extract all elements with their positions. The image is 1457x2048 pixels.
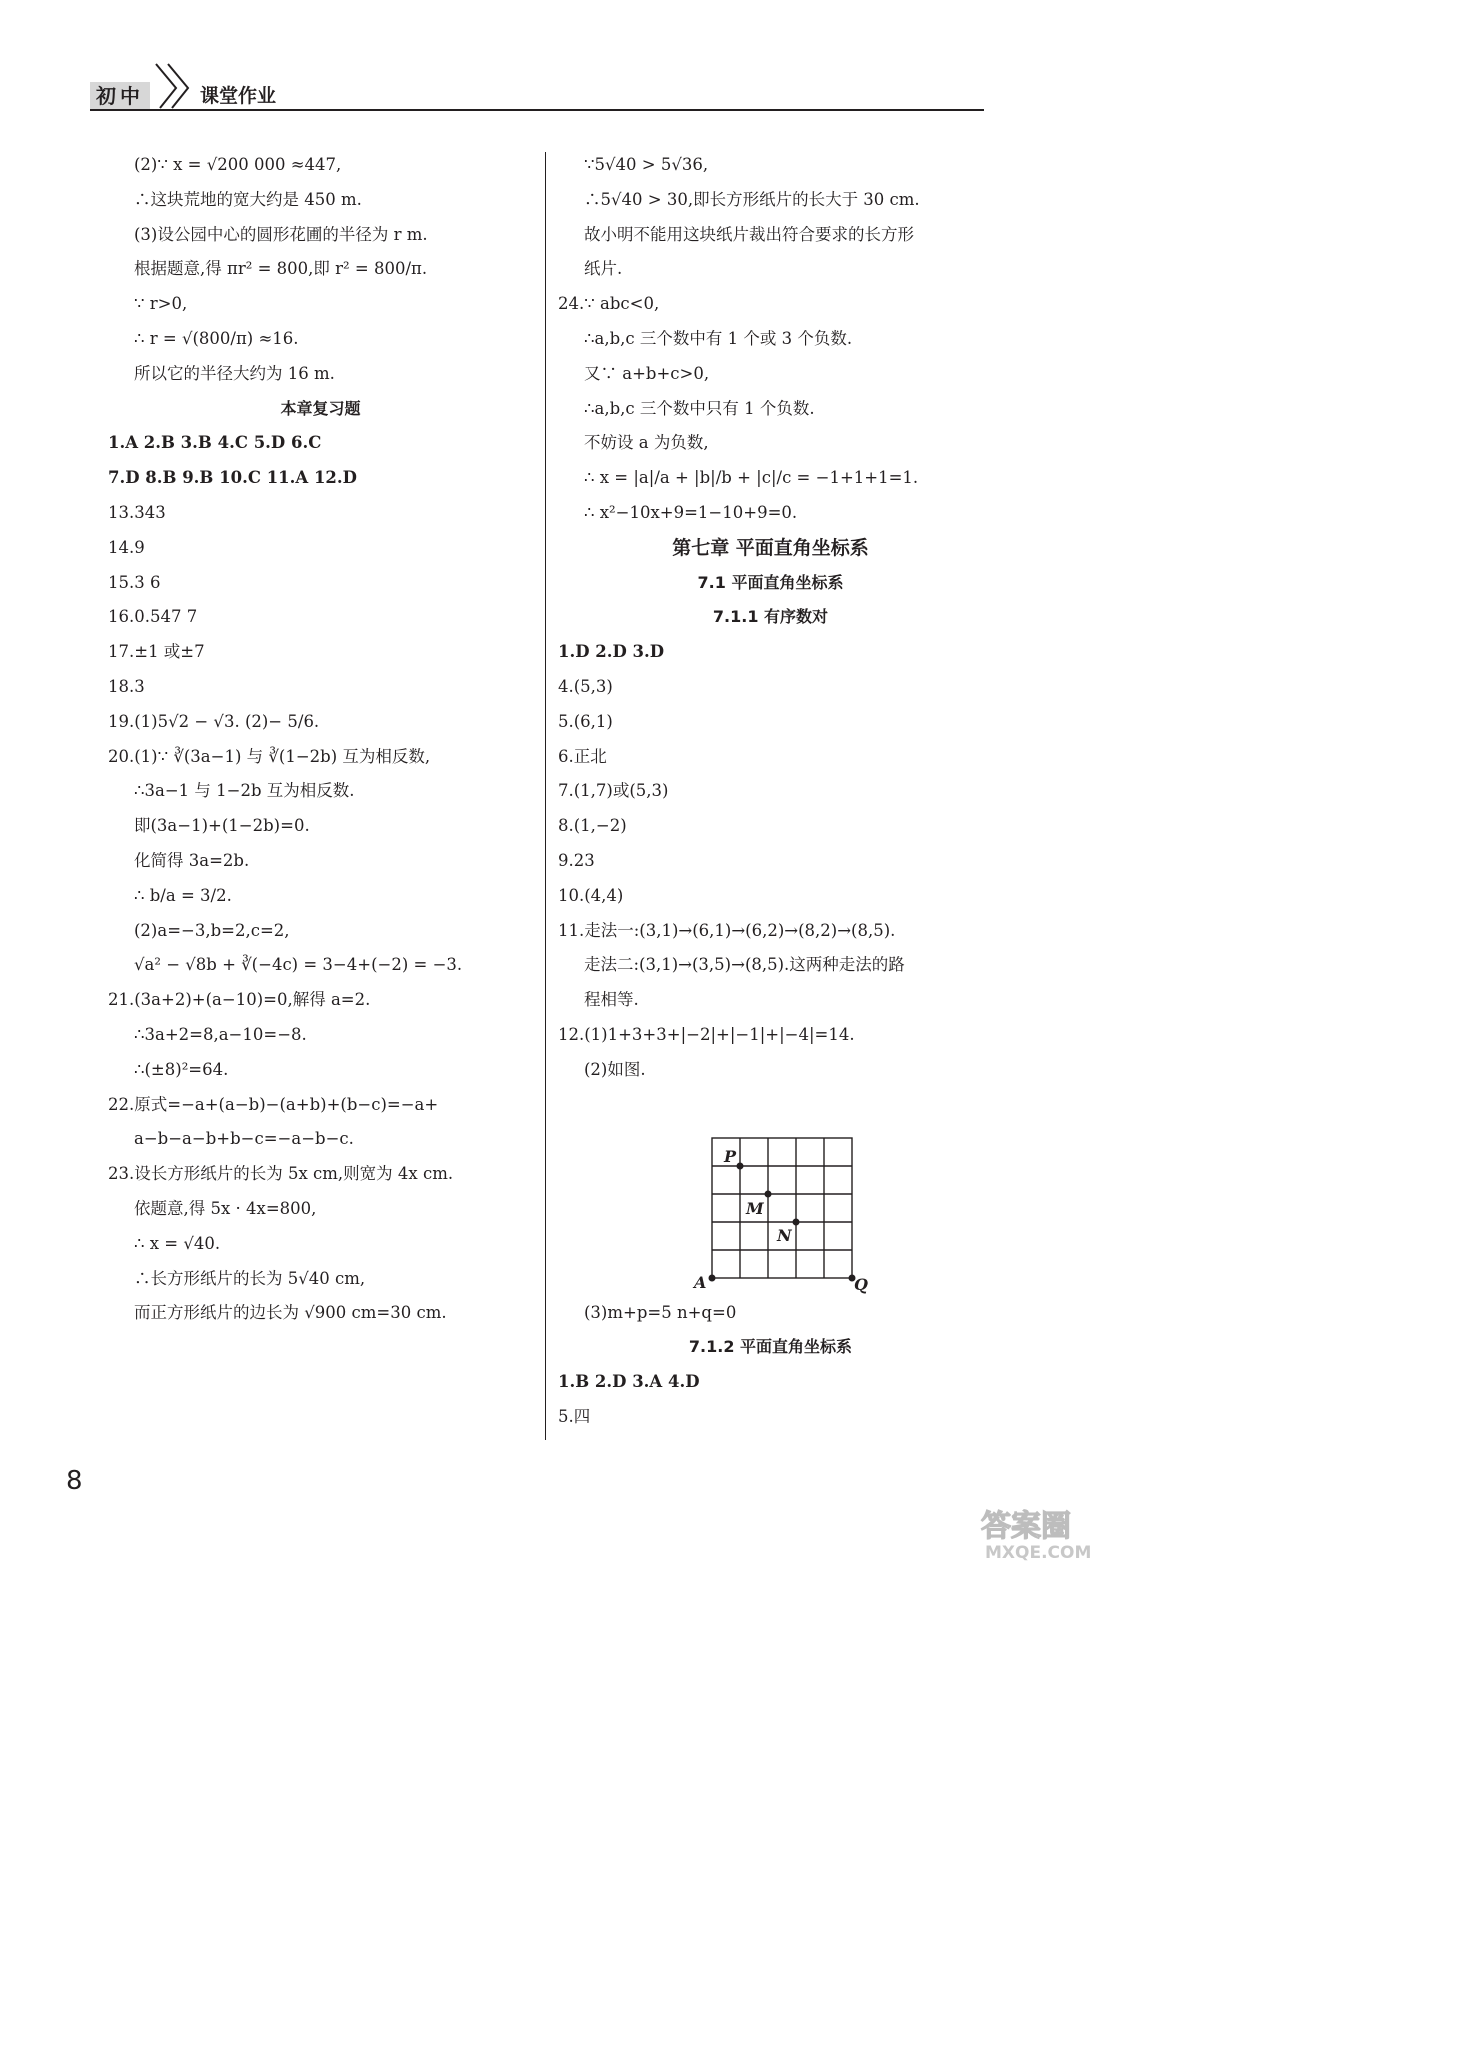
answer-line: 而正方形纸片的边长为 √900 cm=30 cm. xyxy=(134,1303,447,1323)
label-n: N xyxy=(777,1226,792,1245)
answer-line: ∴(±8)²=64. xyxy=(134,1059,229,1079)
answer-line: 1.B 2.D 3.A 4.D xyxy=(558,1372,700,1392)
answer-line: 纸片. xyxy=(584,259,623,279)
answer-line: ∴5√40 > 30,即长方形纸片的长大于 30 cm. xyxy=(584,189,920,209)
answer-line: 不妨设 a 为负数, xyxy=(584,433,709,453)
svg-text:MXQE.COM: MXQE.COM xyxy=(985,1543,1092,1562)
answer-line: ∴a,b,c 三个数中有 1 个或 3 个负数. xyxy=(584,328,853,348)
answer-line: 13.343 xyxy=(108,502,166,522)
answer-line: ∴a,b,c 三个数中只有 1 个负数. xyxy=(584,398,815,418)
answer-line: 故小明不能用这块纸片裁出符合要求的长方形 xyxy=(584,224,914,244)
answer-line: 9.23 xyxy=(558,850,595,870)
answer-line: (2)如图. xyxy=(584,1059,646,1079)
header-rule xyxy=(90,109,984,111)
answer-line: 5.四 xyxy=(558,1406,591,1426)
answer-line: 1.D 2.D 3.D xyxy=(558,642,665,662)
label-a: A xyxy=(694,1273,707,1292)
answer-line: ∵ r>0, xyxy=(134,294,188,314)
column-divider xyxy=(545,152,546,1440)
answer-line: ∵5√40 > 5√36, xyxy=(584,155,709,174)
answer-line: a−b−a−b+b−c=−a−b−c. xyxy=(134,1129,354,1149)
answer-line: 21.(3a+2)+(a−10)=0,解得 a=2. xyxy=(108,990,371,1010)
section-heading: 本章复习题 xyxy=(280,398,361,418)
answer-line: 24.∵ abc<0, xyxy=(558,294,660,314)
label-m: M xyxy=(746,1199,764,1218)
answer-line: 所以它的半径大约为 16 m. xyxy=(134,363,335,383)
answer-line: 15.3 6 xyxy=(108,572,161,592)
answer-line: 4.(5,3) xyxy=(558,676,613,696)
answer-line: ∴ r = √(800/π) ≈16. xyxy=(134,328,299,348)
point-p xyxy=(737,1163,744,1170)
page-number: 8 xyxy=(66,1466,83,1496)
answer-line: 7.D 8.B 9.B 10.C 11.A 12.D xyxy=(108,468,357,488)
answer-line: 1.A 2.B 3.B 4.C 5.D 6.C xyxy=(108,433,322,453)
answer-line: ∴ b/a = 3/2. xyxy=(134,885,232,905)
answer-line: (2)a=−3,b=2,c=2, xyxy=(134,920,290,940)
answer-line: 12.(1)1+3+3+|−2|+|−1|+|−4|=14. xyxy=(558,1024,855,1044)
answer-line: 7.(1,7)或(5,3) xyxy=(558,781,669,801)
chapter-heading: 第七章 平面直角坐标系 xyxy=(672,536,869,559)
answer-line: 23.设长方形纸片的长为 5x cm,则宽为 4x cm. xyxy=(108,1164,454,1184)
point-n xyxy=(793,1219,800,1226)
series-title: 课堂作业 xyxy=(200,85,277,107)
label-q: Q xyxy=(854,1275,868,1294)
answer-line: 16.0.547 7 xyxy=(108,607,198,627)
point-m xyxy=(765,1191,772,1198)
answer-line: 20.(1)∵ ∛(3a−1) 与 ∛(1−2b) 互为相反数, xyxy=(108,746,431,766)
label-p: P xyxy=(724,1147,737,1166)
answer-line: √a² − √8b + ∛(−4c) = 3−4+(−2) = −3. xyxy=(134,955,463,975)
answer-line: (2)∵ x = √200 000 ≈447, xyxy=(134,155,342,174)
answer-line: (3)m+p=5 n+q=0 xyxy=(584,1302,737,1322)
answer-line: 11.走法一:(3,1)→(6,1)→(6,2)→(8,2)→(8,5). xyxy=(558,920,896,940)
chevron-double-icon xyxy=(150,60,195,110)
left-column xyxy=(108,148,533,1331)
grade-label: 初中 xyxy=(90,82,150,110)
answer-line: 化简得 3a=2b. xyxy=(134,850,250,870)
answer-line: 依题意,得 5x · 4x=800, xyxy=(134,1198,317,1218)
answer-line: 17.±1 或±7 xyxy=(108,642,205,662)
answer-line: ∴这块荒地的宽大约是 450 m. xyxy=(134,189,362,209)
answer-line: 14.9 xyxy=(108,537,145,557)
answer-line: 5.(6,1) xyxy=(558,711,613,731)
answer-line: ∴ x = |a|/a + |b|/b + |c|/c = −1+1+1=1. xyxy=(584,468,919,488)
answer-line: 走法二:(3,1)→(3,5)→(8,5).这两种走法的路 xyxy=(584,955,905,975)
svg-text:答案圈: 答案圈 xyxy=(981,1509,1071,1544)
answer-line: 19.(1)5√2 − √3. (2)− 5/6. xyxy=(108,711,320,731)
watermark-logo xyxy=(975,1502,1115,1562)
answer-line: 即(3a−1)+(1−2b)=0. xyxy=(134,816,310,836)
subsection-heading: 7.1.1 有序数对 xyxy=(712,607,829,627)
answer-line: 8.(1,−2) xyxy=(558,816,627,836)
subsection-heading: 7.1.2 平面直角坐标系 xyxy=(688,1337,853,1357)
answer-line: 程相等. xyxy=(584,990,639,1010)
answer-line: ∴ x = √40. xyxy=(134,1233,221,1253)
answer-line: 6.正北 xyxy=(558,746,607,766)
answer-line: ∴3a−1 与 1−2b 互为相反数. xyxy=(134,781,355,801)
answer-line: (3)设公园中心的圆形花圃的半径为 r m. xyxy=(134,224,428,244)
answer-line: 根据题意,得 πr² = 800,即 r² = 800/π. xyxy=(134,259,428,279)
answer-line: ∴长方形纸片的长为 5√40 cm, xyxy=(134,1268,366,1288)
answer-line: ∴ x²−10x+9=1−10+9=0. xyxy=(584,502,798,522)
section-heading: 7.1 平面直角坐标系 xyxy=(697,572,844,592)
answer-line: 10.(4,4) xyxy=(558,885,624,905)
answer-line: 22.原式=−a+(a−b)−(a+b)+(b−c)=−a+ xyxy=(108,1094,439,1114)
answer-line: ∴3a+2=8,a−10=−8. xyxy=(134,1024,307,1044)
grid-figure xyxy=(688,1128,888,1298)
answer-line: 又∵ a+b+c>0, xyxy=(584,363,710,383)
answer-line: 18.3 xyxy=(108,676,145,696)
point-a xyxy=(709,1275,716,1282)
